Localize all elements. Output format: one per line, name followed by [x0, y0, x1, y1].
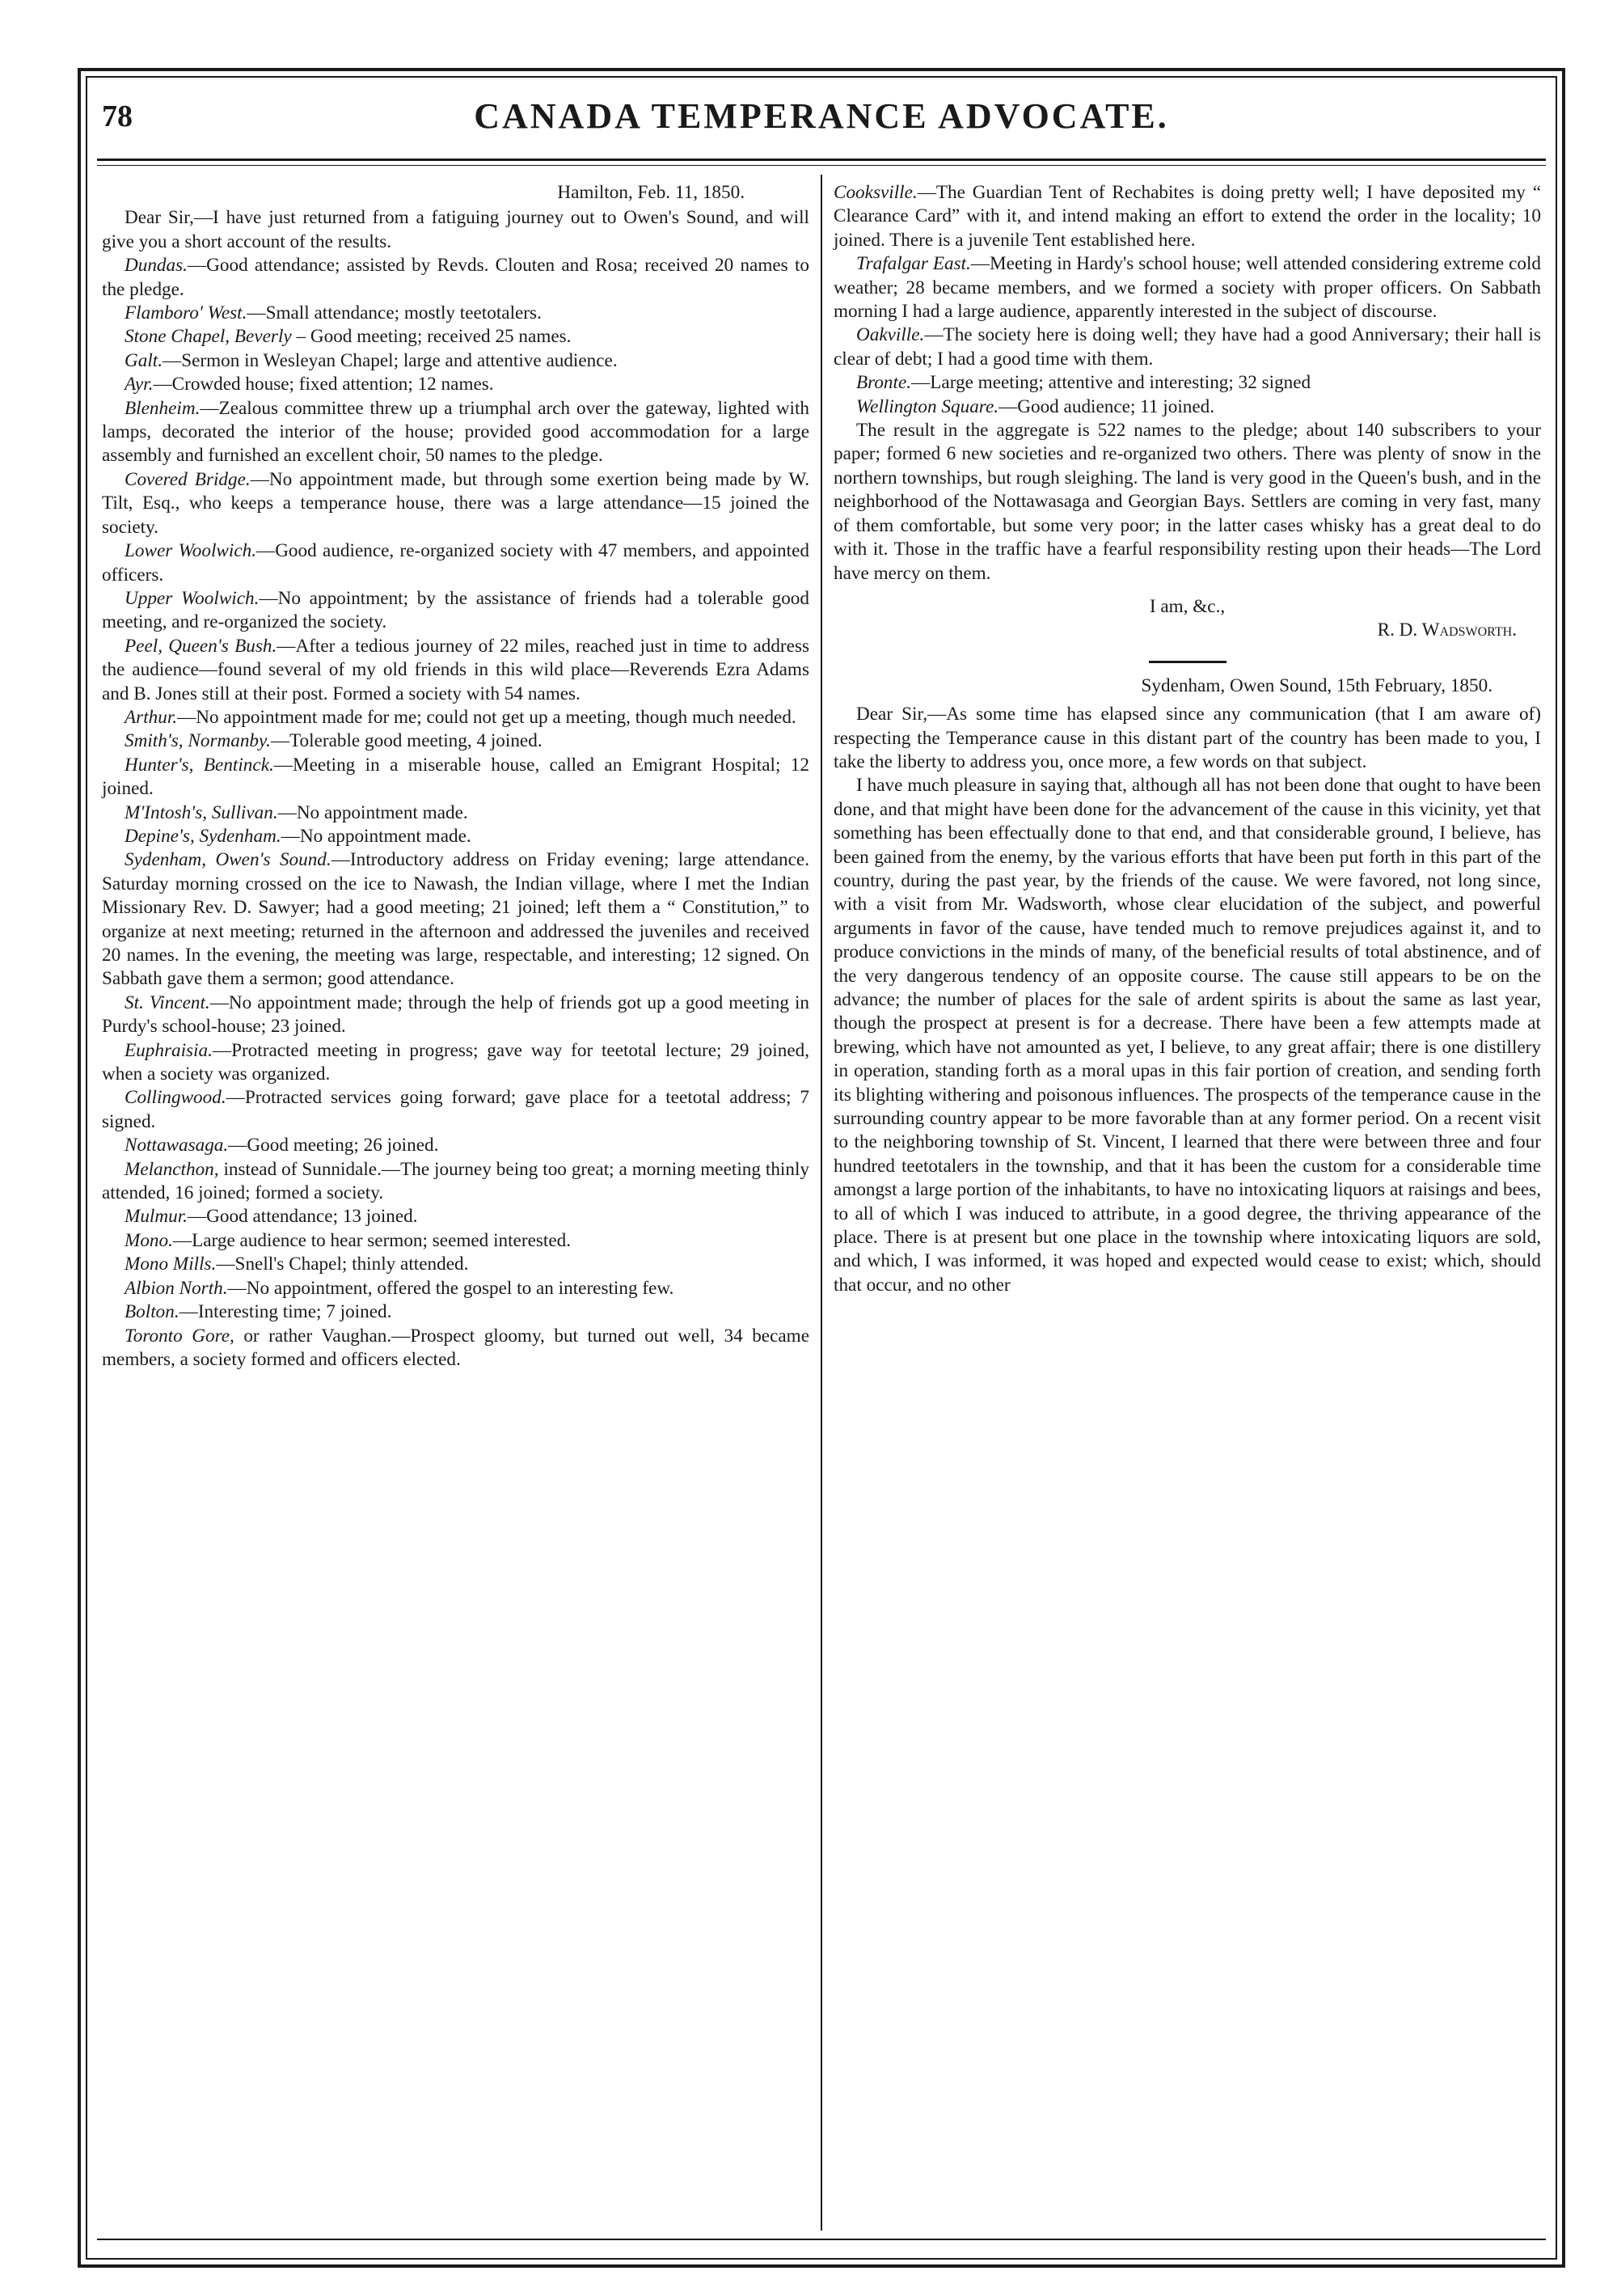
letter1-signature: R. D. Wadsworth. — [1377, 619, 1517, 641]
entry-text: – Good meeting; received 25 names. — [291, 326, 572, 348]
itinerary-entry — [834, 395, 1541, 419]
entry-text: —Good attendance; assisted by Revds. Clouten and Rosa; received 20 names to the pledge. — [102, 255, 809, 300]
footer-rule — [97, 2239, 1546, 2240]
entry-place: Stone Chapel, Beverly — [125, 326, 292, 348]
itinerary-entry — [102, 992, 809, 1039]
itinerary-entry — [834, 371, 1541, 395]
entry-place: Toronto Gore, — [125, 1325, 234, 1347]
itinerary-entry — [834, 323, 1541, 371]
letter1-entries-right — [834, 181, 1541, 419]
itinerary-entry — [102, 848, 809, 991]
itinerary-entry — [102, 302, 809, 325]
column-divider — [821, 175, 822, 2230]
entry-text: —Crowded house; fixed attention; 12 names. — [153, 374, 494, 395]
entry-text: —Large audience to hear sermon; seemed interested. — [172, 1229, 572, 1251]
entry-place: Oakville. — [856, 324, 925, 346]
entry-text: —No appointment made; through the help of friends got up a good meeting in Purdy's school-house; 23 joined. — [102, 992, 809, 1038]
entry-place: Galt. — [125, 349, 163, 371]
itinerary-entry — [102, 635, 809, 706]
entry-text: —After a tedious journey of 22 miles, reached just in time to address the audience—found several of my old friends in this wild place—Reverends Ezra Adams and B. Jones still at their post. Formed a society with 54 names. — [102, 635, 809, 704]
itinerary-entry — [102, 706, 809, 729]
itinerary-entry — [834, 181, 1541, 252]
letter1-closing: I am, &c., — [1149, 595, 1226, 617]
itinerary-entry — [102, 825, 809, 848]
entry-text: —No appointment; by the assistance of friends had a tolerable good meeting, and re-organized the society. — [102, 587, 809, 633]
entry-text: —No appointment made for me; could not get up a meeting, though much needed. — [177, 706, 796, 728]
entry-place: Wellington Square. — [856, 395, 999, 417]
right-column — [834, 181, 1541, 1297]
entry-place: Upper Woolwich. — [125, 587, 260, 609]
entry-text: —Protracted services going forward; gave place for a teetotal address; 7 signed. — [102, 1087, 809, 1132]
itinerary-entry — [102, 1325, 809, 1372]
entry-text: —The society here is doing well; they have had a good Anniversary; their hall is clear of debt; I had a good time with them. — [834, 324, 1541, 370]
letter1-salutation: Dear Sir,—I have just returned from a fatiguing journey out to Owen's Sound, and will give you a short account of the results. — [102, 207, 809, 252]
itinerary-entry — [834, 252, 1541, 323]
entry-text: —No appointment made, but through some exertion being made by W. Tilt, Esq., who keeps a temperance house, there was a large attendance—15 joined the society. — [102, 468, 809, 538]
itinerary-entry — [102, 1158, 809, 1206]
entry-place: Peel, Queen's Bush. — [125, 635, 277, 657]
letter2-dateline: Sydenham, Owen Sound, 15th February, 1850. — [1141, 674, 1492, 696]
letter1-summary: The result in the aggregate is 522 names to the pledge; about 140 subscribers to your paper; formed 6 new societies and re-organized two others. There was plenty of snow in the northern townships, but rough sleighing. The land is very good in the Queen's bush, and in the neighborhood of the Nottawasaga and Georgian Bays. Settlers are coming in very fast, many of them comfortable, but some very poor; in the latter cases whisky has a great deal to do with it. Those in the traffic have a fearful responsibility resting upon their heads—The Lord have mercy on them. — [834, 420, 1541, 584]
entry-place: Dundas. — [125, 255, 188, 277]
newspaper-page — [78, 68, 1565, 2268]
itinerary-entry — [102, 254, 809, 302]
entry-text: —Good audience, re-organized society with 47 members, and appointed officers. — [102, 540, 809, 586]
entry-text: —The Guardian Tent of Rechabites is doing pretty well; I have deposited my “ Clearance Card” with it, and intend making an effort to extend the order in the locality; 10 joined. There is a juvenile Tent established here. — [834, 182, 1541, 251]
entry-text: —Small attendance; mostly teetotalers. — [247, 302, 542, 324]
letter2-paragraph: I have much pleasure in saying that, although all has not been done that ought to have been done, and that might have been done for the advancement of the cause in this vicinity, yet that something has been effectually done to that end, and that considerable ground, I believe, has been gained from the enemy, by the various efforts that have been put forth in this part of the country, during the past year, by the friends of the cause. We were favored, not long since, with a visit from Mr. Wadsworth, whose clear elucidation of the subject, and powerful arguments in favor of the cause, have tended much to remove prejudices against it, and to produce convictions in the minds of many, of the beneficial results of total abstinence, and of the very dangerous tendency of an opposite course. The cause still appears to be on the advance; the number of places for the sale of ardent spirits is about the same as last year, though the prospect at present is for a decrease. There have been a few attempts made at brewing, which have not amounted as yet, I believe, to any great affair; there is one distillery in operation, standing forth as a moral upas in this fair portion of creation, and sending forth its blighting withering and poisonous influences. The prospects of the temperance cause in the surrounding country appear to be more favorable than at any former period. On a recent visit to the neighboring township of St. Vincent, I learned that there were between three and four hundred teetotalers in the township, and that it has been the custom for a considerable time amongst a large portion of the inhabitants, to have no intoxicating liquors at raisings and bees, to all of which I was induced to attribute, in a good degree, the thriving appearance of the place. There is at present but one place in the township where intoxicating liquors are sold, and which, I was informed, it was hoped and expected would cease to exist; which, should that occur, and no other — [834, 775, 1541, 1296]
entry-place: Albion North. — [125, 1277, 228, 1299]
entry-place: Mulmur. — [125, 1206, 188, 1228]
itinerary-entry — [102, 1229, 809, 1253]
entry-place: Arthur. — [125, 706, 178, 728]
header-rule — [97, 159, 1546, 161]
itinerary-entry — [102, 1086, 809, 1134]
section-separator — [1149, 661, 1226, 663]
entry-place: Euphraisia. — [125, 1039, 213, 1061]
entry-text: —Good attendance; 13 joined. — [187, 1206, 418, 1228]
entry-text: —Good meeting; 26 joined. — [228, 1135, 439, 1156]
itinerary-entry — [102, 349, 809, 373]
entry-text: —Snell's Chapel; thinly attended. — [216, 1254, 469, 1275]
entry-place: M'Intosh's, Sullivan. — [125, 801, 278, 823]
entry-place: Cooksville. — [834, 182, 918, 203]
entry-text: instead of Sunnidale.—The journey being too great; a morning meeting thinly attended, 16 joined; formed a society. — [102, 1158, 809, 1204]
masthead-title: CANADA TEMPERANCE ADVOCATE. — [474, 96, 1169, 136]
itinerary-entry — [102, 539, 809, 587]
entry-place: Hunter's, Bentinck. — [125, 754, 274, 776]
entry-text: —Sermon in Wesleyan Chapel; large and attentive audience. — [163, 349, 618, 371]
letter1-entries-left — [102, 254, 809, 1372]
entry-text: —Tolerable good meeting, 4 joined. — [270, 730, 543, 752]
itinerary-entry — [102, 587, 809, 635]
entry-text: —Meeting in a miserable house, called an Emigrant Hospital; 12 joined. — [102, 754, 809, 800]
letter1-dateline: Hamilton, Feb. 11, 1850. — [557, 182, 745, 203]
page-header — [102, 95, 1541, 144]
itinerary-entry — [102, 325, 809, 349]
itinerary-entry — [102, 397, 809, 468]
entry-text: —Interesting time; 7 joined. — [179, 1301, 392, 1323]
entry-text: —No appointment, offered the gospel to an interesting few. — [227, 1277, 674, 1299]
entry-place: Bronte. — [856, 372, 912, 394]
entry-place: Covered Bridge. — [125, 468, 251, 490]
entry-place: Flamboro' West. — [125, 302, 247, 324]
header-rule-thin — [97, 165, 1546, 166]
entry-text: or rather Vaughan.—Prospect gloomy, but turned out well, 34 became members, a society formed and officers elected. — [102, 1325, 809, 1370]
itinerary-entry — [102, 1039, 809, 1087]
entry-place: Mono Mills. — [125, 1254, 217, 1275]
entry-text: —Protracted meeting in progress; gave way for teetotal lecture; 29 joined, when a society was organized. — [102, 1039, 809, 1085]
left-column — [102, 181, 809, 1372]
letter2-paragraph: Dear Sir,—As some time has elapsed since any communication (that I am aware of) respecting the Temperance cause in this distant part of the country has been made to you, I take the liberty to address you, once more, a few words on that subject. — [834, 704, 1541, 772]
entry-place: Blenheim. — [125, 397, 201, 419]
itinerary-entry — [102, 373, 809, 396]
entry-text: —No appointment made. — [281, 825, 471, 847]
entry-place: Collingwood. — [125, 1087, 226, 1109]
entry-place: Mono. — [125, 1229, 173, 1251]
entry-place: Nottawasaga. — [125, 1135, 229, 1156]
page-number: 78 — [102, 99, 133, 133]
itinerary-entry — [102, 468, 809, 539]
itinerary-entry — [102, 801, 809, 825]
itinerary-entry — [102, 1134, 809, 1157]
itinerary-entry — [102, 1277, 809, 1300]
entry-place: Smith's, Normanby. — [125, 730, 271, 752]
entry-text: —Meeting in Hardy's school house; well attended considering extreme cold weather; 28 became members, and we formed a society with proper officers. On Sabbath morning I had a large audience, apparently interested in the subject of discourse. — [834, 253, 1541, 323]
entry-place: Trafalgar East. — [856, 253, 971, 275]
entry-text: —Introductory address on Friday evening; large attendance. Saturday morning crossed on the ice to Nawash, the Indian village, where I met the Indian Missionary Rev. D. Sawyer; had a good meeting; 21 joined; left them a “ Constitution,” to organize at next meeting; returned in the afternoon and addressed the juveniles and received 20 names. In the evening, the meeting was large, respectable, and interesting; 12 signed. On Sabbath gave them a sermon; good attendance. — [102, 849, 809, 990]
entry-text: —Zealous committee threw up a triumphal arch over the gateway, lighted with lamps, decorated the interior of the house; provided good accommodation for a large assembly and furnished an excellent choir, 50 names to the pledge. — [102, 397, 809, 467]
entry-text: —No appointment made. — [277, 801, 468, 823]
itinerary-entry — [102, 1300, 809, 1324]
entry-place: Lower Woolwich. — [125, 540, 256, 562]
entry-place: Sydenham, Owen's Sound. — [125, 849, 331, 871]
itinerary-entry — [102, 1253, 809, 1276]
entry-place: St. Vincent. — [125, 992, 210, 1013]
entry-text: —Good audience; 11 joined. — [998, 395, 1215, 417]
itinerary-entry — [102, 1205, 809, 1228]
entry-text: —Large meeting; attentive and interesting; 32 signed — [911, 372, 1311, 394]
entry-place: Bolton. — [125, 1301, 179, 1323]
itinerary-entry — [102, 754, 809, 801]
entry-place: Melancthon, — [125, 1158, 219, 1180]
entry-place: Depine's, Sydenham. — [125, 825, 281, 847]
itinerary-entry — [102, 729, 809, 753]
entry-place: Ayr. — [125, 374, 154, 395]
